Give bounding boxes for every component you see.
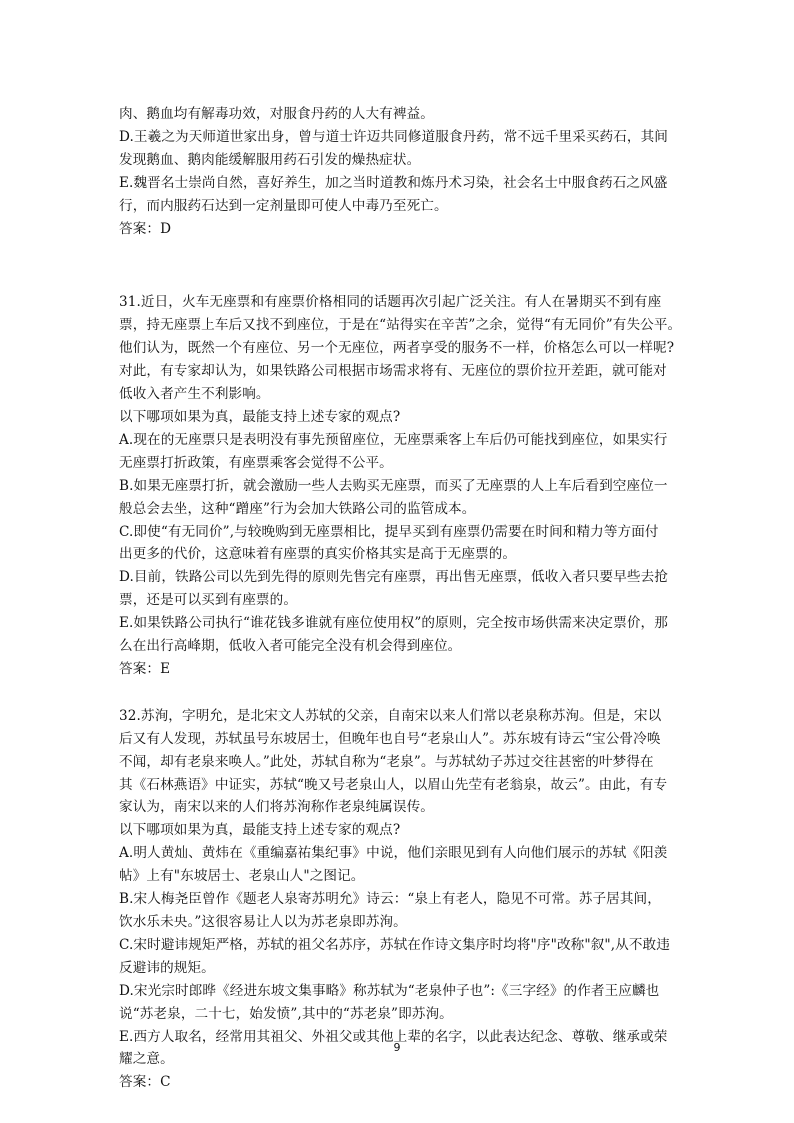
option-c: 出更多的代价，这意味着有座票的真实价格其实是高于无座票的。	[119, 546, 517, 563]
document-body	[119, 103, 682, 1094]
option-d: D.目前，铁路公司以先到先得的原则先售完有座票，再出售无座票，低收入者只要早些去抢	[119, 569, 668, 586]
option-c: 反避讳的规矩。	[119, 959, 215, 976]
option-e: 么在出行高峰期，低收入者可能完全没有机会得到座位。	[119, 638, 462, 655]
page-number: 9	[393, 1041, 401, 1054]
question-stem: 票，持无座票上车后又找不到座位，于是在“站得实在辛苦”之余，觉得“有无同价”有失公平。	[119, 317, 682, 334]
question-31	[119, 291, 682, 680]
prev-question-tail	[119, 103, 679, 240]
option-a: A.现在的无座票只是表明没有事先预留座位，无座票乘客上车后仍可能找到座位，如果实行	[119, 431, 668, 448]
question-prompt: 以下哪项如果为真，最能支持上述专家的观点?	[119, 822, 401, 839]
question-stem: 低收入者产生不利影响。	[119, 386, 270, 403]
question-stem: 后又有人发现，苏轼虽号东坡居士，但晚年也自号“老泉山人”。苏东坡有诗云“宝公骨冷唤	[119, 730, 661, 747]
option-a: A.明人黄灿、黄炜在《重编嘉祐集纪事》中说，他们亲眼见到有人向他们展示的苏轼《阳羡	[119, 845, 668, 862]
question-stem: 他们认为，既然一个有座位、另一个无座位，两者享受的服务不一样，价格怎么可以一样呢?	[119, 340, 675, 357]
answer-line: 答案：E	[119, 660, 171, 677]
option-d: 说“苏老泉，二十七，始发愤”,其中的“苏老泉”即苏洵。	[119, 1005, 453, 1022]
option-a: 帖》上有"东坡居士、老泉山人"之图记。	[119, 868, 365, 885]
text-line: 行，而内服药石达到一定剂量即可使人中毒乃至死亡。	[119, 197, 448, 214]
option-d: D.王羲之为天师道世家出身，曾与道士许迈共同修道服食丹药，常不远千里采买药石，其间	[119, 128, 668, 145]
question-stem: 对此，有专家却认为，如果铁路公司根据市场需求将有、无座位的票价拉开差距，就可能对	[119, 363, 667, 380]
option-b: 饮水乐未央。”这很容易让人以为苏老泉即苏洵。	[119, 914, 407, 930]
option-a: 无座票打折政策，有座票乘客会觉得不公平。	[119, 454, 393, 471]
question-stem: 家认为，南宋以来的人们将苏洵称作老泉纯属误传。	[119, 799, 434, 816]
option-c: C.即使“有无同价”,与较晚购到无座票相比，提早买到有座票仍需要在时间和精力等方面付	[119, 523, 659, 540]
option-e: E.如果铁路公司执行“谁花钱多谁就有座位使用权”的原则，完全按市场供需来决定票价，那	[119, 615, 668, 632]
option-b: 般总会去坐，这种“蹭座”行为会加大铁路公司的监管成本。	[119, 500, 476, 517]
option-e: E.西方人取名，经常用其祖父、外祖父或其他上辈的名字，以此表达纪念、尊敬、继承或荣	[119, 1028, 668, 1045]
option-b: B.如果无座票打折，就会激励一些人去购买无座票，而买了无座票的人上车后看到空座位一	[119, 477, 668, 494]
text-line: 发现鹅血、鹅肉能缓解服用药石引发的燥热症状。	[119, 151, 421, 168]
option-d: D.宋光宗时郎晔《经进东坡文集事略》称苏轼为“老泉仲子也”:《三字经》的作者王应麟也	[119, 982, 660, 999]
answer-line: 答案：C	[119, 1074, 171, 1091]
option-e: 耀之意。	[119, 1051, 174, 1068]
option-d: 票，还是可以买到有座票的。	[119, 592, 298, 609]
option-e: E.魏晋名士崇尚自然，喜好养生，加之当时道教和炼丹术习染，社会名士中服食药石之风盛	[119, 174, 668, 191]
question-32	[119, 705, 679, 1094]
question-stem: 32.苏洵，字明允，是北宋文人苏轼的父亲，自南宋以来人们常以老泉称苏洵。但是，宋以	[119, 707, 662, 724]
question-prompt: 以下哪项如果为真，最能支持上述专家的观点?	[119, 408, 401, 425]
question-stem: 不闻，却有老泉来唤人。”此处，苏轼自称为“老泉”。与苏轼幼子苏过交往甚密的叶梦得在	[119, 753, 654, 770]
question-stem: 31.近日，火车无座票和有座票价格相同的话题再次引起广泛关注。有人在暑期买不到有座	[119, 294, 662, 311]
question-stem: 其《石林燕语》中证实，苏轼“晚又号老泉山人，以眉山先茔有老翁泉，故云”。由此，有专	[119, 776, 668, 793]
option-c: C.宋时避讳规矩严格，苏轼的祖父名苏序，苏轼在作诗文集序时均将"序"改称"叙",从不敢违	[119, 936, 670, 953]
answer-line: 答案：D	[119, 220, 172, 237]
text-line: 肉、鹅血均有解毒功效，对服食丹药的人大有裨益。	[119, 106, 434, 122]
option-b: B.宋人梅尧臣曾作《题老人泉寄苏明允》诗云：“泉上有老人，隐见不可常。苏子居其间，	[119, 891, 661, 908]
